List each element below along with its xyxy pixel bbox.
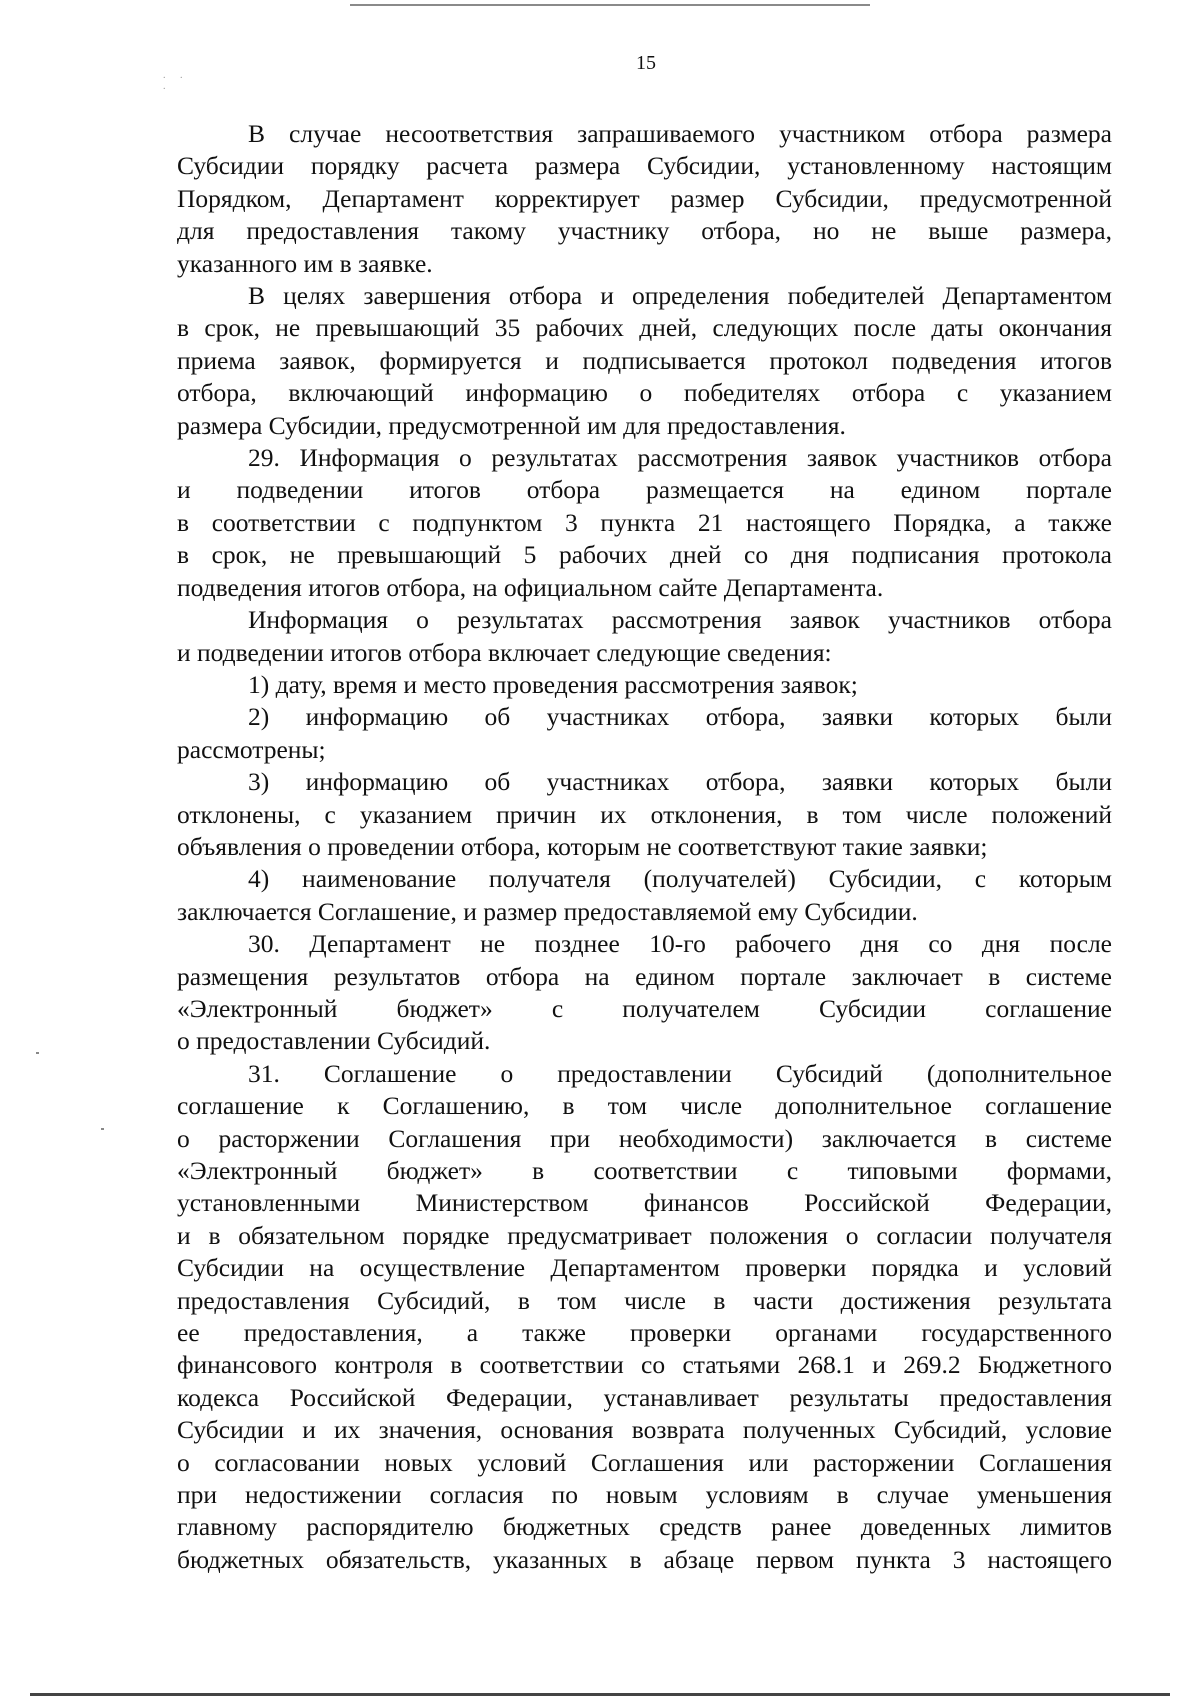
text-line: подведения итогов отбора, на официальном сайте Департамента. — [177, 572, 884, 602]
scan-edge-top — [350, 4, 870, 6]
text-line: в соответствии с подпунктом 3 пункта 21 настоящего Порядка, а также — [177, 507, 1112, 537]
text-line: о предоставлении Субсидий. — [177, 1026, 491, 1056]
document-body — [177, 118, 1112, 1576]
text-line: бюджетных обязательств, указанных в абзаце первом пункта 3 настоящего — [177, 1544, 1112, 1574]
text-line: Субсидии на осуществление Департаментом проверки порядка и условий — [177, 1253, 1112, 1283]
scan-speck — [101, 1128, 104, 1130]
text-line: отбора, включающий информацию о победителях отбора с указанием — [177, 378, 1112, 408]
text-line: кодекса Российской Федерации, устанавливает результаты предоставления — [177, 1382, 1112, 1412]
text-line: Порядком, Департамент корректирует размер Субсидии, предусмотренной — [177, 183, 1112, 213]
text-line: главному распорядителю бюджетных средств ранее доведенных лимитов — [177, 1512, 1112, 1542]
text-line: приема заявок, формируется и подписывается протокол подведения итогов — [177, 345, 1112, 375]
text-line: установленными Министерством финансов Российской Федерации, — [177, 1188, 1112, 1218]
text-line: В случае несоответствия запрашиваемого участником отбора размера — [248, 119, 1112, 148]
scan-speck — [36, 1052, 39, 1054]
text-line: о расторжении Соглашения при необходимости) заключается в системе — [177, 1123, 1112, 1153]
text-line: 29. Информация о результатах рассмотрения заявок участников отбора — [248, 443, 1112, 473]
paragraph — [177, 1058, 1112, 1577]
text-line: 4) наименование получателя (получателей) Субсидии, с которым — [248, 864, 1112, 894]
scan-edge-bottom — [30, 1693, 1170, 1696]
text-line: 2) информацию об участниках отбора, заявки которых были — [248, 702, 1112, 732]
text-line: отклонены, с указанием причин их отклонения, в том числе положений — [177, 799, 1112, 829]
text-line: при недостижении согласия по новым условиям в случае уменьшения — [177, 1480, 1112, 1510]
text-line: рассмотрены; — [177, 734, 326, 764]
text-line: Субсидии порядку расчета размера Субсидии, установленному настоящим — [177, 151, 1112, 181]
text-line: 1) дату, время и место проведения рассмотрения заявок; — [248, 669, 858, 699]
text-line: Субсидии и их значения, основания возврата полученных Субсидий, условие — [177, 1415, 1112, 1445]
text-line: финансового контроля в соответствии со статьями 268.1 и 269.2 Бюджетного — [177, 1350, 1112, 1380]
text-line: о согласовании новых условий Соглашения или расторжении Соглашения — [177, 1447, 1112, 1477]
text-line: для предоставления такому участнику отбора, но не выше размера, — [177, 216, 1112, 246]
text-line: В целях завершения отбора и определения победителей Департаментом — [248, 281, 1112, 311]
paragraph — [177, 280, 1112, 442]
paragraph — [177, 701, 1112, 766]
text-line: 3) информацию об участниках отбора, заявки которых были — [248, 767, 1112, 797]
text-line: размещения результатов отбора на едином портале заключает в системе — [177, 961, 1112, 991]
text-line: и подведении итогов отбора размещается на едином портале — [177, 475, 1112, 505]
text-line: в срок, не превышающий 35 рабочих дней, следующих после даты окончания — [177, 313, 1112, 343]
text-line: 30. Департамент не позднее 10-го рабочего дня со дня после — [248, 929, 1112, 959]
paragraph — [177, 442, 1112, 604]
paragraph — [177, 118, 1112, 280]
text-line: «Электронный бюджет» в соответствии с типовыми формами, — [177, 1156, 1112, 1185]
text-line: указанного им в заявке. — [177, 248, 433, 278]
paragraph — [177, 863, 1112, 928]
text-line: и в обязательном порядке предусматривает положения о согласии получателя — [177, 1220, 1112, 1250]
text-line: предоставления Субсидий, в том числе в части достижения результата — [177, 1285, 1112, 1315]
text-line: «Электронный бюджет» с получателем Субсидии соглашение — [177, 993, 1112, 1023]
text-line: 31. Соглашение о предоставлении Субсидий (дополнительное — [248, 1058, 1112, 1088]
text-line: и подведении итогов отбора включает следующие сведения: — [177, 637, 832, 667]
text-line: объявления о проведении отбора, которым не соответствуют такие заявки; — [177, 831, 988, 861]
page-number: 15 — [636, 52, 656, 74]
text-line: Информация о результатах рассмотрения заявок участников отбора — [248, 605, 1112, 635]
scan-speck-marks: . . . — [163, 70, 189, 92]
text-line: ее предоставления, а также проверки органами государственного — [177, 1318, 1112, 1348]
text-line: размера Субсидии, предусмотренной им для предоставления. — [177, 410, 846, 440]
text-line: соглашение к Соглашению, в том числе дополнительное соглашение — [177, 1091, 1112, 1121]
paragraph — [177, 604, 1112, 669]
paragraph — [177, 669, 1112, 701]
text-line: заключается Соглашение, и размер предоставляемой ему Субсидии. — [177, 896, 918, 926]
paragraph — [177, 766, 1112, 863]
text-line: в срок, не превышающий 5 рабочих дней со дня подписания протокола — [177, 540, 1112, 570]
paragraph — [177, 928, 1112, 1058]
